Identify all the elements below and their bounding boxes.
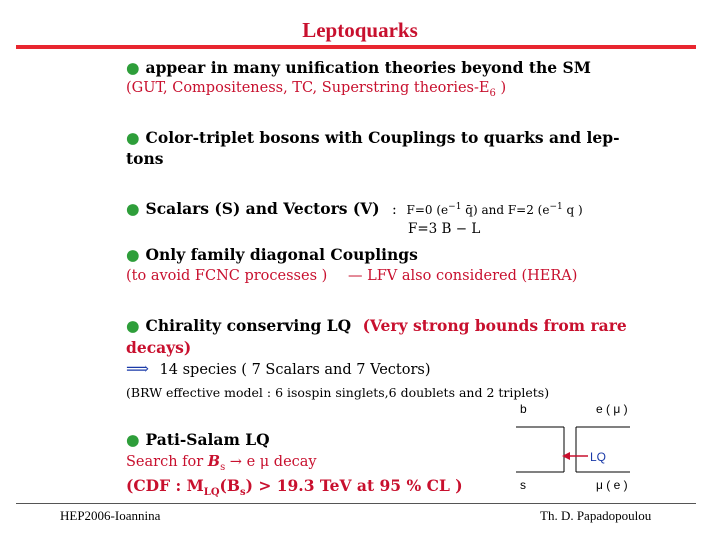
formula-part: q̄) and F=2 (e bbox=[461, 203, 550, 217]
cdf-subscript: LQ bbox=[203, 487, 220, 499]
cdf-subscript: s bbox=[239, 487, 246, 499]
species-count bbox=[126, 359, 431, 378]
diagram-label-mu-e: μ ( e ) bbox=[596, 478, 628, 492]
implies-arrow-icon: ⟹ bbox=[126, 359, 149, 378]
bullet-chirality bbox=[126, 316, 627, 335]
diagram-label-b: b bbox=[520, 402, 527, 416]
bullet-dot-icon: ● bbox=[126, 316, 140, 335]
cdf-text: (B bbox=[219, 476, 240, 495]
diagram-label-s: s bbox=[520, 478, 526, 492]
formula-sup: −1 bbox=[448, 202, 462, 212]
bullet-dot-icon: ● bbox=[126, 245, 140, 264]
bullet-dot-icon: ● bbox=[126, 128, 140, 147]
bs-search bbox=[126, 453, 317, 473]
bullet-text: Color-triplet bosons with Couplings to quarks and lep- bbox=[145, 128, 620, 147]
cdf-limit bbox=[126, 476, 463, 498]
diagram-label-lq: LQ bbox=[590, 450, 607, 464]
bullet-text: Pati-Salam LQ bbox=[145, 430, 270, 449]
bullet-dot-icon: ● bbox=[126, 430, 140, 449]
bs-subscript: s bbox=[220, 461, 226, 473]
footer-divider bbox=[16, 503, 696, 504]
title-divider bbox=[16, 45, 696, 49]
formula-part: F=0 (e bbox=[406, 203, 449, 217]
lfv-note: — LFV also considered (HERA) bbox=[348, 268, 578, 284]
bullet-color-triplet bbox=[126, 128, 620, 147]
formula-sup: −1 bbox=[549, 202, 563, 212]
fermion-number-formula bbox=[392, 202, 583, 218]
cdf-text: ) > 19.3 TeV at 95 % CL ) bbox=[245, 476, 463, 495]
bullet-scalars-vectors bbox=[126, 199, 380, 218]
search-text: Search for bbox=[126, 454, 208, 470]
bs-symbol: B bbox=[207, 453, 221, 470]
bullet-color-triplet-cont bbox=[126, 149, 164, 168]
formula-part: q ) bbox=[562, 203, 583, 217]
slide-title: Leptoquarks bbox=[302, 18, 418, 42]
bullet-text: tons bbox=[126, 149, 164, 168]
fcnc-note: (to avoid FCNC processes ) bbox=[126, 268, 328, 284]
species-text: 14 species ( 7 Scalars and 7 Vectors) bbox=[159, 362, 431, 378]
brw-model-note: (BRW effective model : 6 isospin singlets,6 doublets and 2 triplets) bbox=[126, 385, 550, 400]
footer-author: Th. D. Papadopoulou bbox=[540, 508, 652, 523]
sub-close: ) bbox=[495, 80, 507, 96]
search-text: → e μ decay bbox=[225, 454, 317, 470]
colon: : bbox=[392, 202, 397, 218]
rare-decay-bounds-cont: decays) bbox=[126, 338, 192, 357]
bullet-unification bbox=[126, 58, 591, 77]
bullet-dot-icon: ● bbox=[126, 58, 140, 77]
footer-conference: HEP2006-Ioannina bbox=[60, 508, 161, 523]
feynman-diagram bbox=[512, 420, 632, 480]
bullet-text: Chirality conserving LQ bbox=[145, 316, 352, 335]
bullet-pati-salam bbox=[126, 430, 270, 449]
rare-decay-bounds: (Very strong bounds from rare bbox=[362, 316, 627, 335]
fermion-number-definition: F=3 B − L bbox=[408, 221, 481, 237]
sub-text: (GUT, Compositeness, TC, Superstring theories-E bbox=[126, 80, 490, 96]
bullet-text: appear in many unification theories beyond the SM bbox=[145, 58, 591, 77]
bullet-dot-icon: ● bbox=[126, 199, 140, 218]
cdf-text: (CDF : M bbox=[126, 476, 204, 495]
bullet-text: Only family diagonal Couplings bbox=[145, 245, 418, 264]
bullet-family-diagonal bbox=[126, 245, 418, 264]
bullet-unification-sub bbox=[126, 80, 506, 99]
lq-arrowhead-icon bbox=[562, 452, 570, 460]
e6-index: 6 bbox=[489, 87, 496, 99]
bullet-text: Scalars (S) and Vectors (V) bbox=[145, 199, 380, 218]
diagram-label-e-mu: e ( μ ) bbox=[596, 402, 628, 416]
